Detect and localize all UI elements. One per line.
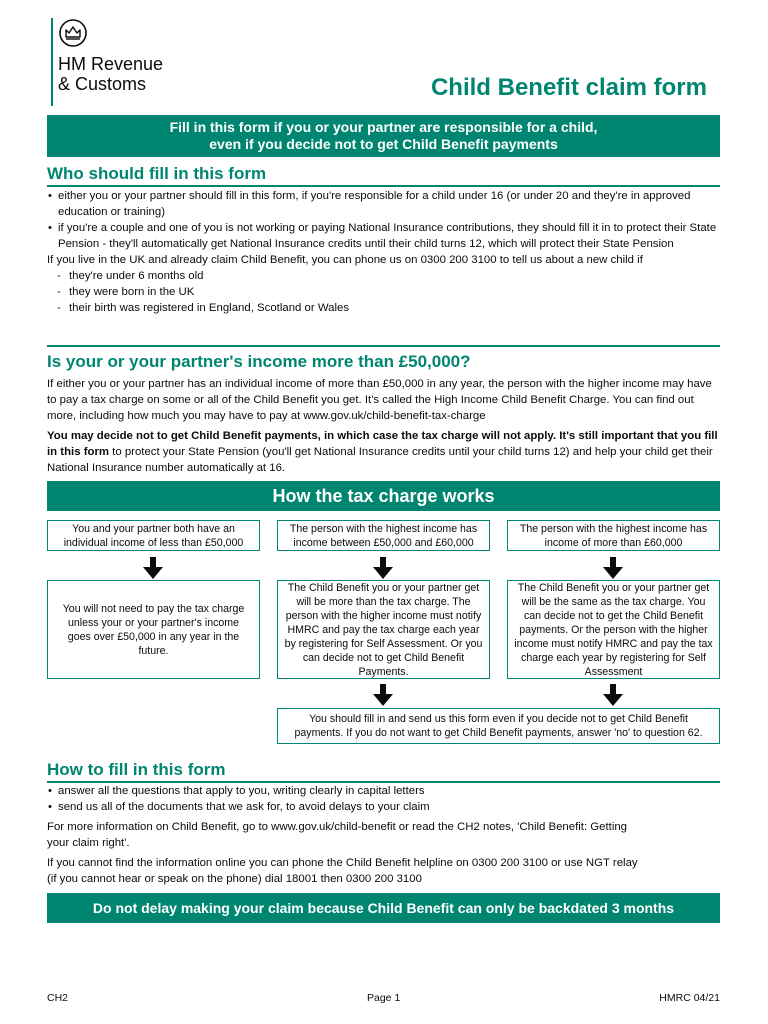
page-title: Child Benefit claim form: [430, 74, 707, 101]
list-item: - they were born in the UK: [57, 284, 720, 300]
income-paragraph: If either you or your partner has an individual income of more than £50,000 in any year, the person with the higher income may have to pay a tax charge on some or all of the Child Benefit you get. It's called the High Income Child Benefit Charge. You can find out more, including how much you may have to pay at www.gov.uk/child-benefit-tax-charge: [47, 378, 712, 422]
benefit-exceeds-charge-box: The Child Benefit you or your partner get will be more than the tax charge. The person with the higher income must notify HMRC and pay the tax charge each year by registering for Self Assessment. Or you can decide not to get Child Benefit Payments.: [277, 580, 490, 679]
new-child-conditions: [47, 268, 720, 316]
page-number: Page 1: [367, 992, 401, 1004]
org-name-line1: HM Revenue: [58, 54, 164, 74]
new-child-intro: If you live in the UK and already claim Child Benefit, you can phone us on 0300 200 3100 to tell us about a new child if: [47, 254, 643, 266]
no-tax-charge-box: You will not need to pay the tax charge unless your or your partner's income goes over £50,000 in any year in the future.: [47, 580, 260, 679]
backdating-banner: Do not delay making your claim because Child Benefit can only be backdated 3 months: [47, 893, 720, 923]
logo-rule: [51, 18, 53, 106]
arrow-down-icon: [602, 556, 624, 580]
income-heading: Is your or your partner's income more than £50,000?: [47, 352, 471, 371]
income-note-rest: to protect your State Pension (you'll get National Insurance credits until your child turns 12) and help your child get their National Insurance number automatically at 16.: [47, 446, 713, 474]
who-heading: Who should fill in this form: [47, 164, 267, 183]
list-item: • either you or your partner should fill in this form, if you're responsible for a child under 16 (or under 20 and they're in approved education or training): [47, 188, 720, 220]
org-name-line2: & Customs: [58, 74, 147, 94]
list-item: - they're under 6 months old: [57, 268, 720, 284]
income-section: [47, 376, 720, 476]
helpline-line1: If you cannot find the information online you can phone the Child Benefit helpline on 0300 200 3100 or use NGT relay: [47, 857, 638, 869]
section-divider: [47, 185, 720, 187]
eligibility-banner-line1: Fill in this form if you or your partner are responsible for a child,: [169, 119, 598, 135]
royal-crest-icon: [58, 18, 88, 48]
list-item: • send us all of the documents that we ask for, to avoid delays to your claim: [47, 799, 720, 815]
income-under-50k-box: You and your partner both have an individual income of less than £50,000: [47, 520, 260, 551]
who-bullet-list: [47, 188, 720, 252]
income-50k-60k-box: The person with the highest income has income between £50,000 and £60,000: [277, 520, 490, 551]
list-item: • if you're a couple and one of you is not working or paying National Insurance contributions, they should fill it in to protect their State Pension - they'll automatically get National Insurance credits until their child turns 12, which will protect their State Pension: [47, 220, 720, 252]
arrow-down-icon: [372, 683, 394, 707]
how-bullet-list: [47, 783, 720, 815]
tax-charge-banner: How the tax charge works: [47, 481, 720, 511]
benefit-equals-charge-box: The Child Benefit you or your partner get will be the same as the tax charge. You can decide not to get the Child Benefit payments. Or the person with the higher income must notify HMRC and pay the tax charge each year by registering for Self Assessment: [507, 580, 720, 679]
send-form-anyway-box: You should fill in and send us this form even if you decide not to get Child Benefit payments. If you do not want to get Child Benefit payments, answer 'no' to question 62.: [277, 708, 720, 744]
form-version: HMRC 04/21: [659, 992, 720, 1004]
eligibility-banner: [47, 115, 720, 157]
organisation-logo: [58, 54, 163, 94]
how-heading: How to fill in this form: [47, 760, 226, 779]
eligibility-banner-line2: even if you decide not to get Child Benefit payments: [209, 136, 558, 152]
form-reference: CH2: [47, 992, 69, 1004]
arrow-down-icon: [372, 556, 394, 580]
arrow-down-icon: [142, 556, 164, 580]
more-info-paragraph: For more information on Child Benefit, go to www.gov.uk/child-benefit or read the CH2 notes, 'Child Benefit: Getting your claim right'.: [47, 821, 628, 849]
section-divider: [47, 345, 720, 347]
income-note: [47, 428, 720, 476]
how-section: [47, 783, 720, 887]
who-section: [47, 188, 720, 316]
arrow-down-icon: [602, 683, 624, 707]
list-item: • answer all the questions that apply to you, writing clearly in capital letters: [47, 783, 720, 799]
income-over-60k-box: The person with the highest income has income of more than £60,000: [507, 520, 720, 551]
helpline-line2: (if you cannot hear or speak on the phone) dial 18001 then 0300 200 3100: [47, 873, 422, 885]
income-note-emphasis: You may decide not to get Child Benefit payments, in which case the tax charge will not apply. It's still important that you fill in this form: [47, 430, 718, 458]
list-item: - their birth was registered in England, Scotland or Wales: [57, 300, 720, 316]
